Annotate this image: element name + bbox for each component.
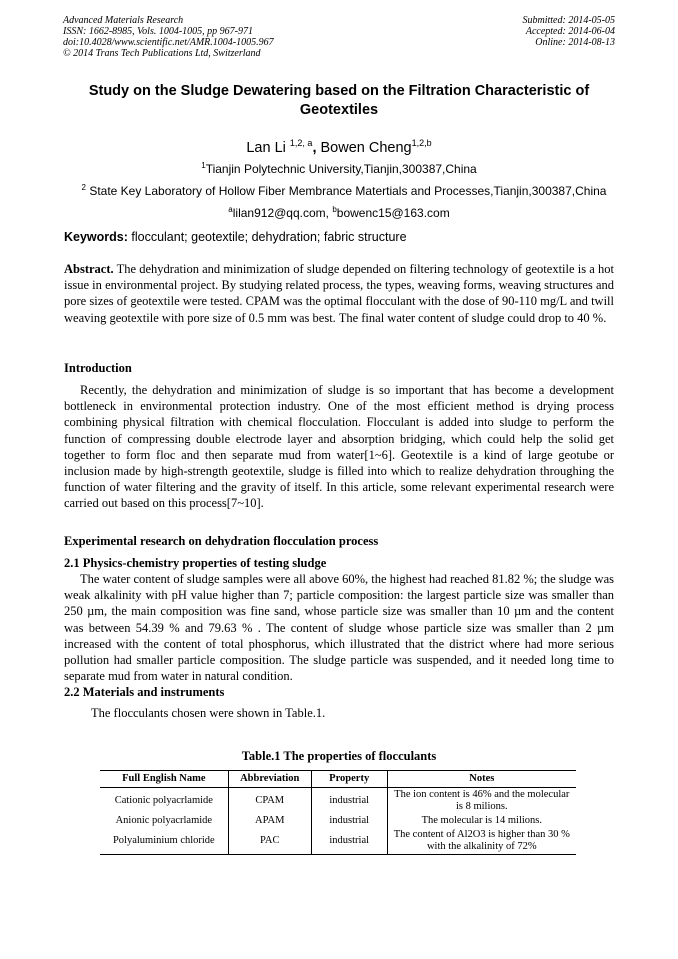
table-header-row — [100, 771, 576, 788]
abstract — [64, 261, 614, 326]
abstract-label: Abstract. — [64, 262, 114, 276]
column-header: Abbreviation — [228, 771, 311, 788]
journal-doi: doi:10.4028/www.scientific.net/AMR.1004-1005.967 — [63, 37, 274, 48]
accepted-date: Accepted: 2014-06-04 — [525, 26, 615, 37]
subsection-heading-2-2: 2.2 Materials and instruments — [64, 685, 225, 699]
section-heading-experimental: Experimental research on dehydration flocculation process — [64, 534, 379, 548]
keywords-label: Keywords: — [64, 230, 128, 244]
author-affil-mark: 1,2, a — [289, 138, 313, 148]
table-cell: CPAM — [228, 788, 311, 815]
email-mark: b — [332, 205, 337, 214]
introduction-paragraph: Recently, the dehydration and minimization of sludge is so important that has become a development bottleneck in environmental protection industry. One of the most efficient method is drying process combining physical filtration with chemical flocculation. Flocculant is added into sludge to perform the function of compressing double electrode layer and absorption bridging, which could help the solid get together to form floc and then separate mud from water[1~6]. Geotextile is a kind of large geotube or inclusion made by high-strength geotextile, sludge is filled into which to realize dehydration throughing the function of water filtering and the gravity of itself. In this article, some relevant experimental research were carried out based on this process[7~10]. — [64, 383, 614, 511]
subsection-2-1-paragraph: The water content of sludge samples were all above 60%, the highest had reached 81.82 %; the sludge was weak alkalinity with pH value higher than 7; particle composition: the largest particle size was smaller than 250 µm, the main composition was fine sand, whose particle size was smaller than 10 µm and the content was between 54.39 % and 79.63 % . The content of sludge whose particle size was smaller than 2 µm increased with the content of total phosphorus, which illustrated that the district where had more serious pollution had smaller particle composition. The sludge particle was suspended, and it needed long time to separate mud from water in natural condition. — [64, 572, 614, 684]
column-header: Full English Name — [100, 771, 228, 788]
affil-text: Tianjin Polytechnic University,Tianjin,300387,China — [205, 162, 477, 176]
column-header: Property — [311, 771, 387, 788]
author-name: Bowen Cheng — [320, 139, 412, 156]
table-cell: APAM — [228, 814, 311, 828]
affil-mark: 2 — [81, 183, 86, 192]
author-separator: , — [312, 139, 321, 156]
table-cell: The content of Al2O3 is higher than 30 % with the alkalinity of 72% — [387, 828, 576, 855]
journal-copyright: © 2014 Trans Tech Publications Ltd, Switzerland — [63, 48, 261, 59]
subsection-2-2-paragraph: The flocculants chosen were shown in Table.1. — [91, 706, 326, 720]
email-a: lilan912@qq.com, — [232, 206, 333, 220]
journal-header-left — [63, 15, 274, 59]
column-header: Notes — [387, 771, 576, 788]
table-row — [100, 828, 576, 855]
keywords-text: flocculant; geotextile; dehydration; fabric structure — [127, 230, 407, 244]
table-cell: Polyaluminium chloride — [100, 828, 228, 855]
abstract-text: The dehydration and minimization of sludge depended on filtering technology of geotextile is a hot issue in environmental project. By studying related process, the types, weaving forms, weaving structures and pore sizes of geotextile were tested. CPAM was the optimal flocculant with the dose of 90-110 mg/L and twill weaving geotextile with pore size of 0.5 mm was best. The final water content of sludge could drop to 40 %. — [64, 262, 614, 325]
online-date: Online: 2014-08-13 — [535, 37, 615, 48]
affil-text: State Key Laboratory of Hollow Fiber Membrance Matertials and Processes,Tianjin,300387,China — [89, 184, 607, 198]
table-cell: industrial — [311, 814, 387, 828]
author-emails — [60, 202, 618, 221]
table-cell: Cationic polyacrlamide — [114, 795, 213, 806]
author-name: Lan Li — [246, 139, 286, 156]
journal-header-right — [523, 15, 616, 48]
author-line — [60, 134, 618, 157]
affiliation-1 — [60, 158, 618, 177]
email-mark: a — [228, 205, 233, 214]
table-row — [100, 788, 576, 815]
affiliation-2 — [64, 180, 624, 199]
email-b: bowenc15@163.com — [336, 206, 450, 220]
author-affil-mark: 1,2,b — [411, 138, 432, 148]
table-cell: Anionic polyacrlamide — [115, 815, 213, 826]
table-cell: industrial — [311, 828, 387, 855]
journal-name: Advanced Materials Research — [63, 15, 184, 26]
table-cell: The molecular is 14 milions. — [387, 814, 576, 828]
table-row — [100, 814, 576, 828]
table-cell: PAC — [228, 828, 311, 855]
submitted-date: Submitted: 2014-05-05 — [522, 15, 615, 26]
keywords — [64, 230, 407, 245]
table-cell: industrial — [311, 788, 387, 815]
flocculant-properties-table — [100, 770, 576, 855]
section-heading-introduction: Introduction — [64, 361, 132, 375]
affil-mark: 1 — [201, 161, 206, 170]
table-caption: Table.1 The properties of flocculants — [241, 749, 437, 763]
journal-issn: ISSN: 1662-8985, Vols. 1004-1005, pp 967-971 — [63, 26, 253, 37]
paper-title: Study on the Sludge Dewatering based on the Filtration Characteristic of Geotextiles — [88, 83, 590, 118]
subsection-heading-2-1: 2.1 Physics-chemistry properties of testing sludge — [64, 556, 327, 570]
table-cell: The ion content is 46% and the molecular is 8 milions. — [387, 788, 576, 815]
